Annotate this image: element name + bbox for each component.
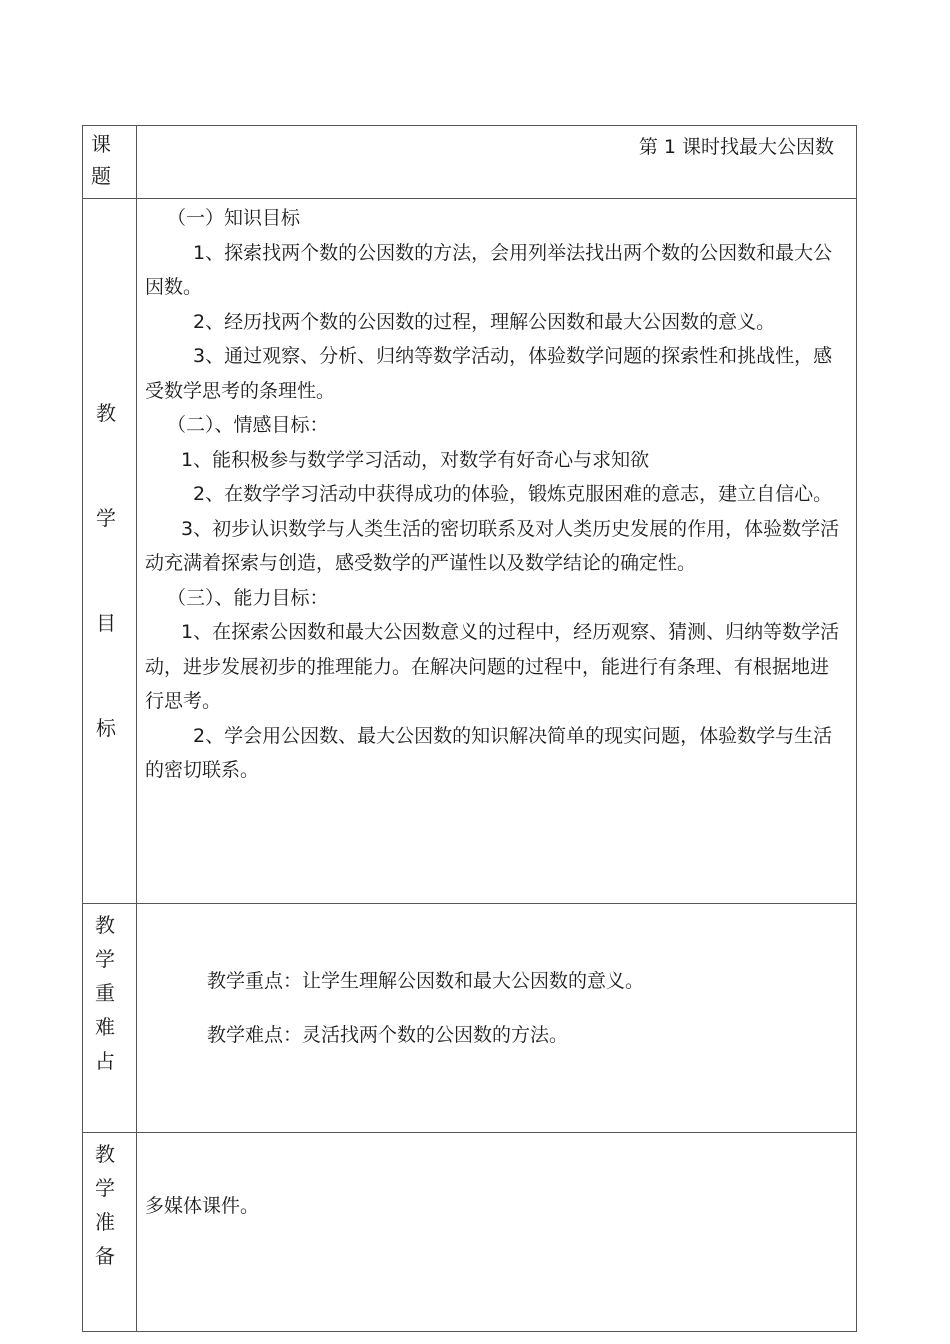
objectives-label-char: 学	[96, 506, 116, 530]
objective-item: 1、在探索公因数和最大公因数意义的过程中，经历观察、猜测、归纳等数学活动，进步发展初步的推理能力。在解决问题的过程中，能进行有条理、有根据地进行思考。	[145, 621, 840, 712]
key-points-content	[137, 904, 857, 1133]
objective-item: 2、学会用公因数、最大公因数的知识解决简单的现实问题，体验数学与生活的密切联系。	[145, 724, 833, 781]
objective-item: 3、通过观察、分析、归纳等数学活动，体验数学问题的探索性和挑战性，感受数学思考的条理性。	[145, 345, 833, 402]
section-heading: （三）、能力目标：	[167, 586, 329, 609]
preparation-label-char: 学	[95, 1176, 115, 1200]
key-points-label-char: 难	[95, 1015, 115, 1039]
key-points-label-char: 教	[95, 913, 115, 937]
objectives-label-cell	[83, 199, 137, 904]
key-points-label-char: 学	[95, 947, 115, 971]
preparation-content: 多媒体课件。	[137, 1133, 857, 1332]
section-heading: （一）知识目标	[167, 207, 301, 229]
preparation-label-char: 准	[95, 1210, 115, 1234]
title-label-char: 课	[91, 132, 111, 156]
objectives-row	[83, 199, 857, 904]
objective-item: 3、初步认识数学与人类生活的密切联系及对人类历史发展的作用，体验数学活动充满着探索与创造，感受数学的严谨性以及数学结论的确定性。	[145, 517, 840, 574]
teaching-difficulty: 教学难点：灵活找两个数的公因数的方法。	[207, 1024, 569, 1046]
title-label-cell	[83, 126, 137, 199]
lesson-plan-table	[82, 125, 857, 1332]
objectives-content	[137, 199, 856, 903]
objective-item: 2、在数学学习活动中获得成功的体验，锻炼克服困难的意志，建立自信心。	[193, 483, 833, 505]
objectives-label-char: 标	[96, 716, 116, 740]
objective-item: 1、探索找两个数的公因数的方法，会用列举法找出两个数的公因数和最大公因数。	[145, 241, 833, 298]
objectives-label-char: 目	[96, 611, 116, 635]
lesson-title: 第 1 课时找最大公因数	[137, 126, 857, 199]
title-row	[83, 126, 857, 199]
teaching-focus: 教学重点：让学生理解公因数和最大公因数的意义。	[207, 970, 645, 992]
objective-item: 1、能积极参与数学学习活动，对数学有好奇心与求知欲	[181, 448, 650, 471]
preparation-label-char: 教	[95, 1142, 115, 1166]
key-points-label-char: 重	[95, 981, 115, 1005]
objectives-label-char: 教	[96, 401, 116, 425]
preparation-row	[83, 1133, 857, 1332]
objective-item: 2、经历找两个数的公因数的过程，理解公因数和最大公因数的意义。	[193, 310, 776, 333]
section-heading: （二）、情感目标：	[167, 414, 329, 436]
title-label-char: 题	[91, 164, 111, 188]
objectives-content-cell	[137, 199, 857, 904]
key-points-label-cell	[83, 904, 137, 1133]
preparation-label-cell	[83, 1133, 137, 1332]
preparation-label-char: 备	[95, 1244, 115, 1268]
key-points-label-char: 占	[95, 1049, 115, 1073]
key-points-row	[83, 904, 857, 1133]
